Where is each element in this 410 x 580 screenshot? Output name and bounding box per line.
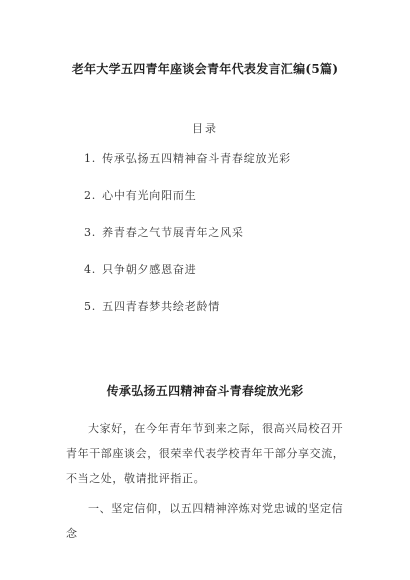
- toc-item: [84, 152, 291, 189]
- toc-item-number: 4.: [84, 263, 97, 276]
- toc-heading: 目录: [192, 122, 218, 135]
- toc-item-label: 心中有光向阳而生: [102, 189, 197, 202]
- toc-item-label: 传承弘扬五四精神奋斗青春绽放光彩: [102, 152, 291, 165]
- toc-item-number: 1.: [84, 152, 97, 165]
- toc-item-number: 2.: [84, 189, 97, 202]
- toc-item-label: 五四青春梦共绘老龄情: [102, 300, 221, 313]
- section-title: 传承弘扬五四精神奋斗青春绽放光彩: [106, 384, 304, 398]
- toc-item-label: 养青春之气节展青年之风采: [102, 226, 244, 239]
- body-paragraph: 大家好，在今年青年节到来之际，很高兴局校召开青年干部座谈会，很荣幸代表学校青年干部分享交流，不当之处，敬请批评指正。: [66, 422, 345, 485]
- toc-item: [84, 189, 291, 226]
- toc-item-number: 5.: [84, 300, 97, 313]
- body-paragraph: 一、坚定信仰，以五四精神淬炼对党忠诚的坚定信念: [66, 502, 344, 540]
- toc-item: [84, 226, 291, 263]
- table-of-contents: [84, 152, 291, 337]
- document-title: 老年大学五四青年座谈会青年代表发言汇编(5篇): [71, 62, 339, 76]
- toc-item: [84, 263, 291, 300]
- toc-item: [84, 300, 291, 337]
- toc-item-number: 3.: [84, 226, 97, 239]
- toc-item-label: 只争朝夕感恩奋进: [102, 263, 197, 276]
